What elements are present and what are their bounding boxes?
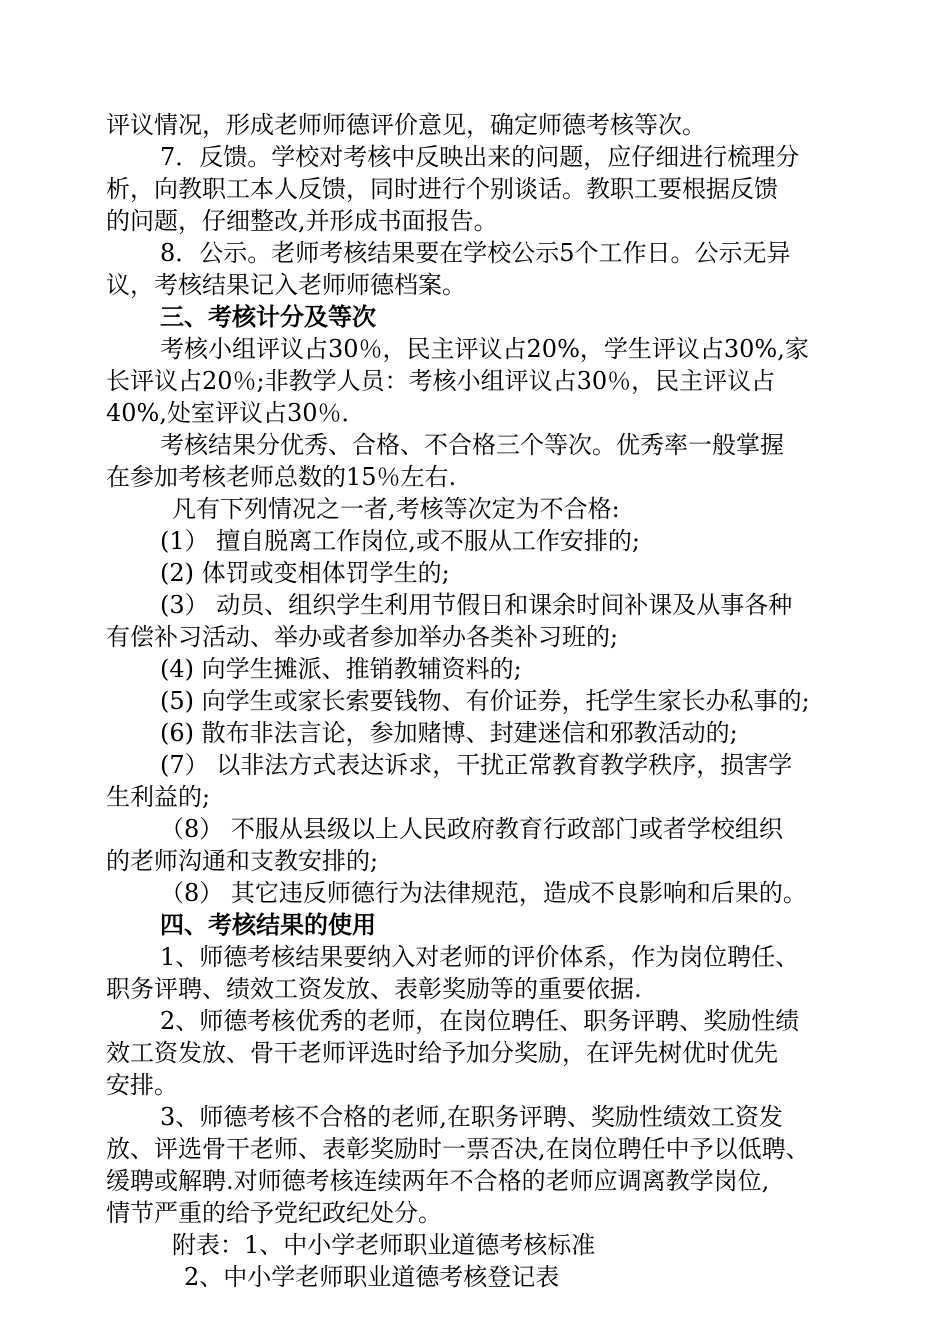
text-line-2: 7．反馈。学校对考核中反映出来的问题，应仔细进行梳理分 — [160, 143, 800, 171]
list-item-8b: （8） 其它违反师德行为法律规范，造成不良影响和后果的。 — [160, 879, 807, 907]
text-line-13: 凡有下列情况之一者,考核等次定为不合格: — [172, 495, 620, 523]
list-item-4: (4) 向学生摊派、推销教辅资料的; — [160, 655, 522, 683]
list-item-3: (3） 动员、组织学生利用节假日和课余时间补课及从事各种 — [160, 591, 793, 619]
list-item-8a: （8） 不服从县级以上人民政府教育行政部门或者学校组织 — [160, 815, 783, 843]
list-item-8a-cont: 的老师沟通和支教安排的; — [106, 847, 379, 875]
text-line-27: 1、师德考核结果要纳入对老师的评价体系，作为岗位聘任、 — [160, 943, 800, 971]
text-line-8: 考核小组评议占30％，民主评议占20%，学生评议占30%,家 — [160, 335, 809, 363]
list-item-1: (1） 擅自脱离工作岗位,或不服从工作安排的; — [160, 527, 640, 555]
list-item-7: (7） 以非法方式表达诉求，干扰正常教育教学秩序，损害学 — [160, 751, 793, 779]
text-line-32: 3、师德考核不合格的老师,在职务评聘、奖励性绩效工资发 — [160, 1103, 783, 1131]
list-item-3-cont: 有偿补习活动、举办或者参加举办各类补习班的; — [106, 623, 619, 651]
list-item-7-cont: 生利益的; — [106, 783, 211, 811]
text-line-4: 的问题，仔细整改,并形成书面报告。 — [106, 207, 498, 235]
text-line-33: 放、评选骨干老师、表彰奖励时一票否决,在岗位聘任中予以低聘、 — [106, 1135, 810, 1163]
text-line-28: 职务评聘、绩效工资发放、表彰奖励等的重要依据. — [106, 975, 642, 1003]
text-line-29: 2、师德考核优秀的老师，在岗位聘任、职务评聘、奖励性绩 — [160, 1007, 800, 1035]
text-line-11: 考核结果分优秀、合格、不合格三个等次。优秀率一般掌握 — [160, 431, 784, 459]
list-item-6: (6) 散布非法言论，参加赌博、封建迷信和邪教活动的; — [160, 719, 738, 747]
text-line-10: 40%,处室评议占30％． — [106, 399, 366, 427]
section-heading-3: 三、考核计分及等次 — [160, 302, 376, 331]
text-line-34: 缓聘或解聘.对师德考核连续两年不合格的老师应调离教学岗位, — [106, 1167, 770, 1195]
text-line-9: 长评议占20％;非教学人员：考核小组评议占30％，民主评议占 — [106, 367, 776, 395]
appendix-line-1: 附表：1、中小学老师职业道德考核标准 — [172, 1231, 596, 1259]
text-line-12: 在参加考核老师总数的15％左右. — [106, 463, 457, 491]
section-heading-4: 四、考核结果的使用 — [160, 910, 376, 939]
text-line-5: 8．公示。老师考核结果要在学校公示5个工作日。公示无异 — [160, 239, 791, 267]
text-line-1: 评议情况，形成老师师德评价意见，确定师德考核等次。 — [106, 111, 706, 139]
list-item-5: (5) 向学生或家长索要钱物、有价证券，托学生家长办私事的; — [160, 687, 810, 715]
appendix-line-2: 2、中小学老师职业道德考核登记表 — [184, 1263, 560, 1291]
text-line-3: 析，向教职工本人反馈，同时进行个别谈话。教职工要根据反馈 — [106, 175, 778, 203]
list-item-2: (2) 体罚或变相体罚学生的; — [160, 559, 450, 587]
text-line-30: 效工资发放、骨干老师评选时给予加分奖励，在评先树优时优先 — [106, 1039, 778, 1067]
text-line-31: 安排。 — [106, 1071, 178, 1099]
text-line-35: 情节严重的给予党纪政纪处分。 — [106, 1199, 442, 1227]
text-line-6: 议，考核结果记入老师师德档案。 — [106, 271, 466, 299]
